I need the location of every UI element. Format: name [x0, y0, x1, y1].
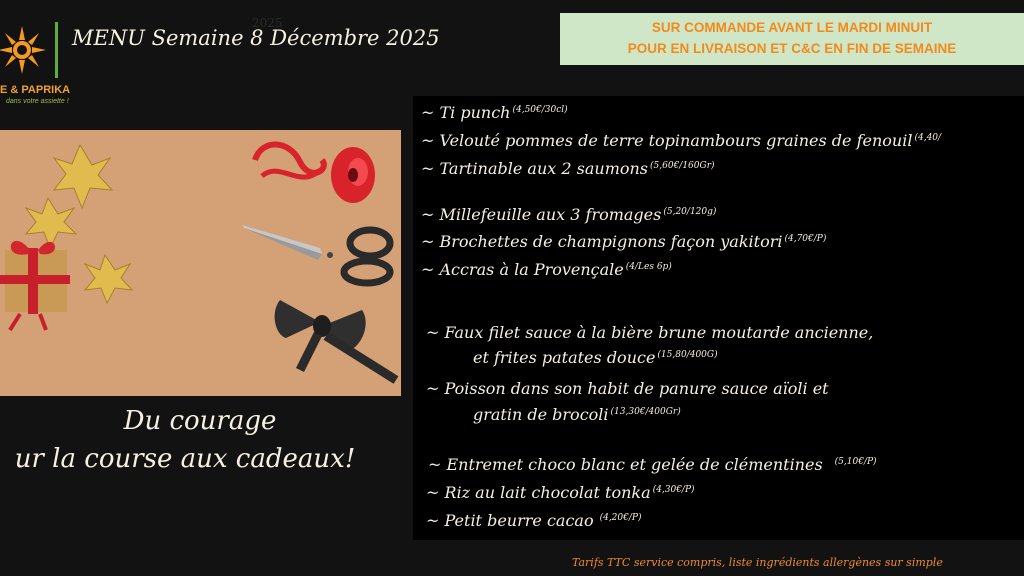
menu-item-price: (4,70€/P) — [784, 233, 827, 244]
menu-item — [428, 455, 877, 474]
courage-line2: ur la course aux cadeaux! — [14, 444, 356, 474]
brand-name: E & PAPRIKA — [0, 84, 71, 96]
menu-item — [421, 232, 826, 251]
courage-message — [0, 402, 400, 478]
menu-item-price: (4/Les 6p) — [625, 261, 672, 272]
order-note-line1: SUR COMMANDE AVANT LE MARDI MINUIT — [651, 20, 933, 35]
brand-tagline: dans votre assiette ! — [6, 98, 69, 105]
menu-item — [426, 483, 695, 502]
order-note-line2: POUR EN LIVRAISON ET C&C EN FIN DE SEMAINE — [627, 41, 957, 56]
menu-item — [426, 379, 831, 398]
menu-item — [421, 260, 672, 279]
menu-item — [421, 159, 715, 178]
menu-item-label: ~ Tartinable aux 2 saumons — [421, 159, 649, 178]
menu-item-price: (5,10€/P) — [834, 456, 877, 467]
menu-item-label: ~ Faux filet sauce à la bière brune moutarde ancienne, — [426, 323, 874, 342]
ghost-year: 2025 — [252, 16, 283, 30]
menu-item-label: ~ Brochettes de champignons façon yakitori — [421, 232, 783, 251]
menu-item-label: ~ Accras à la Provençale — [421, 260, 624, 279]
menu-item — [421, 131, 941, 150]
menu-item-label: ~ Poisson dans son habit de panure sauce aïoli et — [426, 379, 829, 398]
menu-item — [421, 103, 568, 122]
menu-item — [426, 511, 641, 530]
menu-panel — [413, 96, 1024, 540]
menu-item-price: (5,20/120g) — [663, 206, 717, 217]
menu-item-price: (4,30€/P) — [652, 484, 695, 495]
courage-line1: Du courage — [123, 406, 277, 436]
menu-item-label: ~ Millefeuille aux 3 fromages — [421, 205, 662, 224]
menu-item-label: ~ Ti punch — [421, 103, 511, 122]
menu-item-label: ~ Velouté pommes de terre topinambours graines de fenouil — [421, 131, 913, 150]
logo-leaf-bar — [55, 22, 58, 78]
menu-item — [421, 205, 716, 224]
menu-item-price: (4,40/ — [914, 132, 942, 143]
menu-item-price: (4,20€/P) — [599, 512, 642, 523]
menu-title: MENU Semaine 8 Décembre 2025 — [72, 26, 440, 50]
menu-item-label: ~ Entremet choco blanc et gelée de clémentines — [428, 455, 823, 474]
menu-item-label: et frites patates douce — [473, 348, 656, 367]
gift-wrapping-photo — [0, 130, 401, 396]
menu-item — [426, 323, 875, 342]
menu-item-label: ~ Petit beurre cacao — [426, 511, 594, 530]
menu-item-continued — [473, 348, 718, 367]
menu-item-price: (15,80/400G) — [657, 349, 718, 360]
menu-item-label: ~ Riz au lait chocolat tonka — [426, 483, 651, 502]
menu-item-price: (13,30€/400Gr) — [610, 406, 681, 417]
footer-pricing-note: Tarifs TTC service compris, liste ingrédients allergènes sur simple — [572, 556, 943, 569]
menu-item-label: gratin de brocoli — [473, 405, 609, 424]
menu-item-price: (5,60€/160Gr) — [650, 160, 715, 171]
menu-item-continued — [473, 405, 681, 424]
menu-item-price: (4,50€/30cl) — [512, 104, 568, 115]
order-deadline-note — [560, 13, 1024, 65]
